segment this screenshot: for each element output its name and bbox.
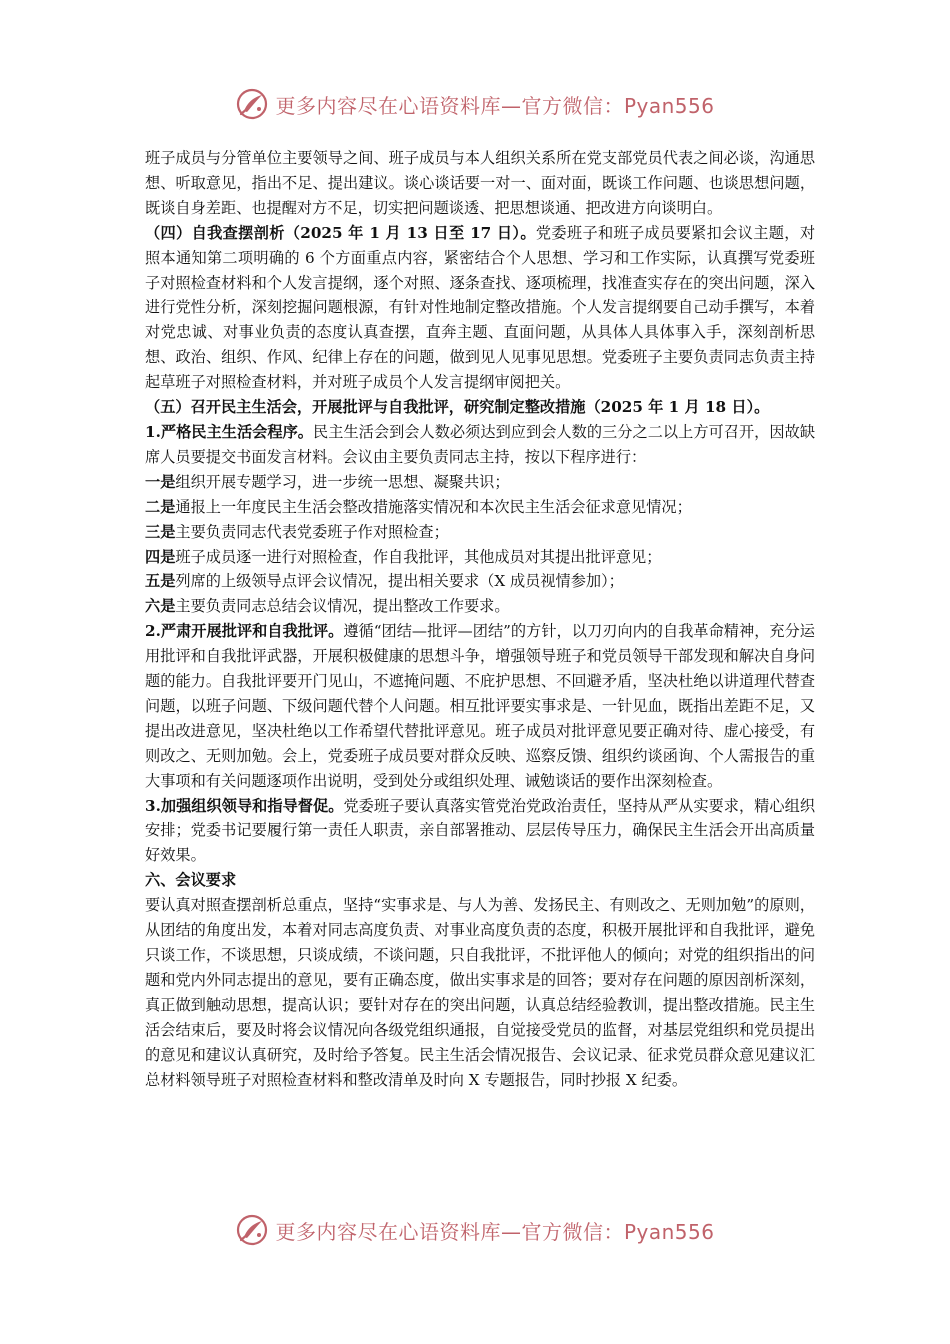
procedure-step-4: 四是班子成员逐一进行对照检查，作自我批评，其他成员对其提出批评意见； xyxy=(145,547,662,566)
procedure-step-5: 五是列席的上级领导点评会议情况，提出相关要求（X 成员视情参加）； xyxy=(145,572,624,591)
paragraph-criticism: 2.严肃开展批评和自我批评。遵循“团结—批评—团结”的方针，以刀刃向内的自我革命精神，充分运用批评和自我批评武器，开展积极健康的思想斗争，增强领导班子和党员领导干部发现和解决自身问题的能力。自我批评要开门见山，不遮掩问题、不庇护思想、不回避矛盾，坚决杜绝以讲道理代替查问题，以班子问题、下级问题代替个人问题。相互批评要实事求是、一针见血，既指出差距不足，又提出改进意见，坚决杜绝以工作希望代替批评意见。班子成员对批评意见要正确对待、虚心接受，有则改之、无则加勉。会上，党委班子成员要对群众反映、巡察反馈、组织约谈函询、个人需报告的重大事项和有关问题逐项作出说明，受到处分或组织处理、诫勉谈话的要作出深刻检查。 xyxy=(145,622,815,790)
banner-text: 更多内容尽在心语资料库—官方微信：Pyan556 xyxy=(275,93,715,118)
subheading-criticism: 2.严肃开展批评和自我批评。 xyxy=(145,622,344,641)
brand-logo-icon xyxy=(235,87,269,121)
subheading-procedure: 1.严格民主生活会程序。 xyxy=(145,422,314,441)
procedure-step-2: 二是通报上一年度民主生活会整改措施落实情况和本次民主生活会征求意见情况； xyxy=(145,497,692,516)
paragraph-talks: 班子成员与分管单位主要领导之间、班子成员与本人组织关系所在党支部党员代表之间必谈，沟通思想、听取意见，指出不足、提出建议。谈心谈话要一对一、面对面，既谈工作问题、也谈思想问题，既谈自身差距、也提醒对方不足，切实把问题谈透、把思想谈通、把改进方向谈明白。 xyxy=(145,149,815,217)
procedure-step-1: 一是组织开展专题学习，进一步统一思想、凝聚共识； xyxy=(145,472,510,491)
procedure-step-3: 三是主要负责同志代表党委班子作对照检查； xyxy=(145,522,449,541)
banner-text: 更多内容尽在心语资料库—官方微信：Pyan556 xyxy=(275,1219,715,1244)
paragraph-self-examination: （四）自我查摆剖析（2025 年 1 月 13 日至 17 日）。党委班子和班子成员要紧扣会议主题，对照本通知第二项明确的 6 个方面重点内容，紧密结合个人思想、学习和工作实际，认真撰写党委班子对照检查材料和个人发言提纲，逐个对照、逐条查找、逐项梳理，找准查实存在的突出问题，深入进行党性分析，深刻挖掘问题根源，有针对性地制定整改措施。个人发言提纲要自己动手撰写，本着对党忠诚、对事业负责的态度认真查摆，直奔主题、直面问题，从具体人具体事入手，深刻剖析思想、政治、组织、作风、纪律上存在的问题，做到见人见事见思想。党委班子主要负责同志负责主持起草班子对照检查材料，并对班子成员个人发言提纲审阅把关。 xyxy=(145,223,816,392)
paragraph-meeting-requirements: 要认真对照查摆剖析总重点，坚持“实事求是、与人为善、发扬民主、有则改之、无则加勉”的原则，从团结的角度出发，本着对同志高度负责、对事业高度负责的态度，积极开展批评和自我批评，避免只谈工作，不谈思想，只谈成绩，不谈问题，只自我批评，不批评他人的倾向；对党的组织指出的问题和党内外同志提出的意见，要有正确态度，做出实事求是的回答；要对存在问题的原因剖析深刻，真正做到触动思想，提高认识；要针对存在的突出问题，认真总结经验教训，提出整改措施。民主生活会结束后，要及时将会议情况向各级党组织通报，自觉接受党员的监督，对基层党组织和党员提出的意见和建议认真研究，及时给予答复。民主生活会情况报告、会议记录、征求党员群众意见建议汇总材料领导班子对照检查材料和整改清单及时向 X 专题报告，同时抄报 X 纪委。 xyxy=(145,896,815,1089)
section-heading-four: （四）自我查摆剖析（2025 年 1 月 13 日至 17 日）。 xyxy=(145,223,536,242)
procedure-step-6: 六是主要负责同志总结会议情况，提出整改工作要求。 xyxy=(145,597,510,616)
section-heading-five: （五）召开民主生活会，开展批评与自我批评，研究制定整改措施（2025 年 1 月 18 日）。 xyxy=(145,398,770,417)
header-banner xyxy=(0,82,950,126)
paragraph-leadership: 3.加强组织领导和指导督促。党委班子要认真落实管党治党政治责任，坚持从严从实要求，精心组织安排；党委书记要履行第一责任人职责，亲自部署推动、层层传导压力，确保民主生活会开出高质量好效果。 xyxy=(145,796,816,865)
paragraph-procedure: 1.严格民主生活会程序。民主生活会到会人数必须达到应到会人数的三分之二以上方可召开，因故缺席人员要提交书面发言材料。会议由主要负责同志主持，按以下程序进行： xyxy=(145,422,816,466)
section-heading-six: 六、会议要求 xyxy=(145,871,237,890)
document-body xyxy=(145,146,815,1092)
footer-banner xyxy=(0,1208,950,1252)
subheading-leadership: 3.加强组织领导和指导督促。 xyxy=(145,796,344,815)
brand-logo-icon xyxy=(235,1213,269,1247)
